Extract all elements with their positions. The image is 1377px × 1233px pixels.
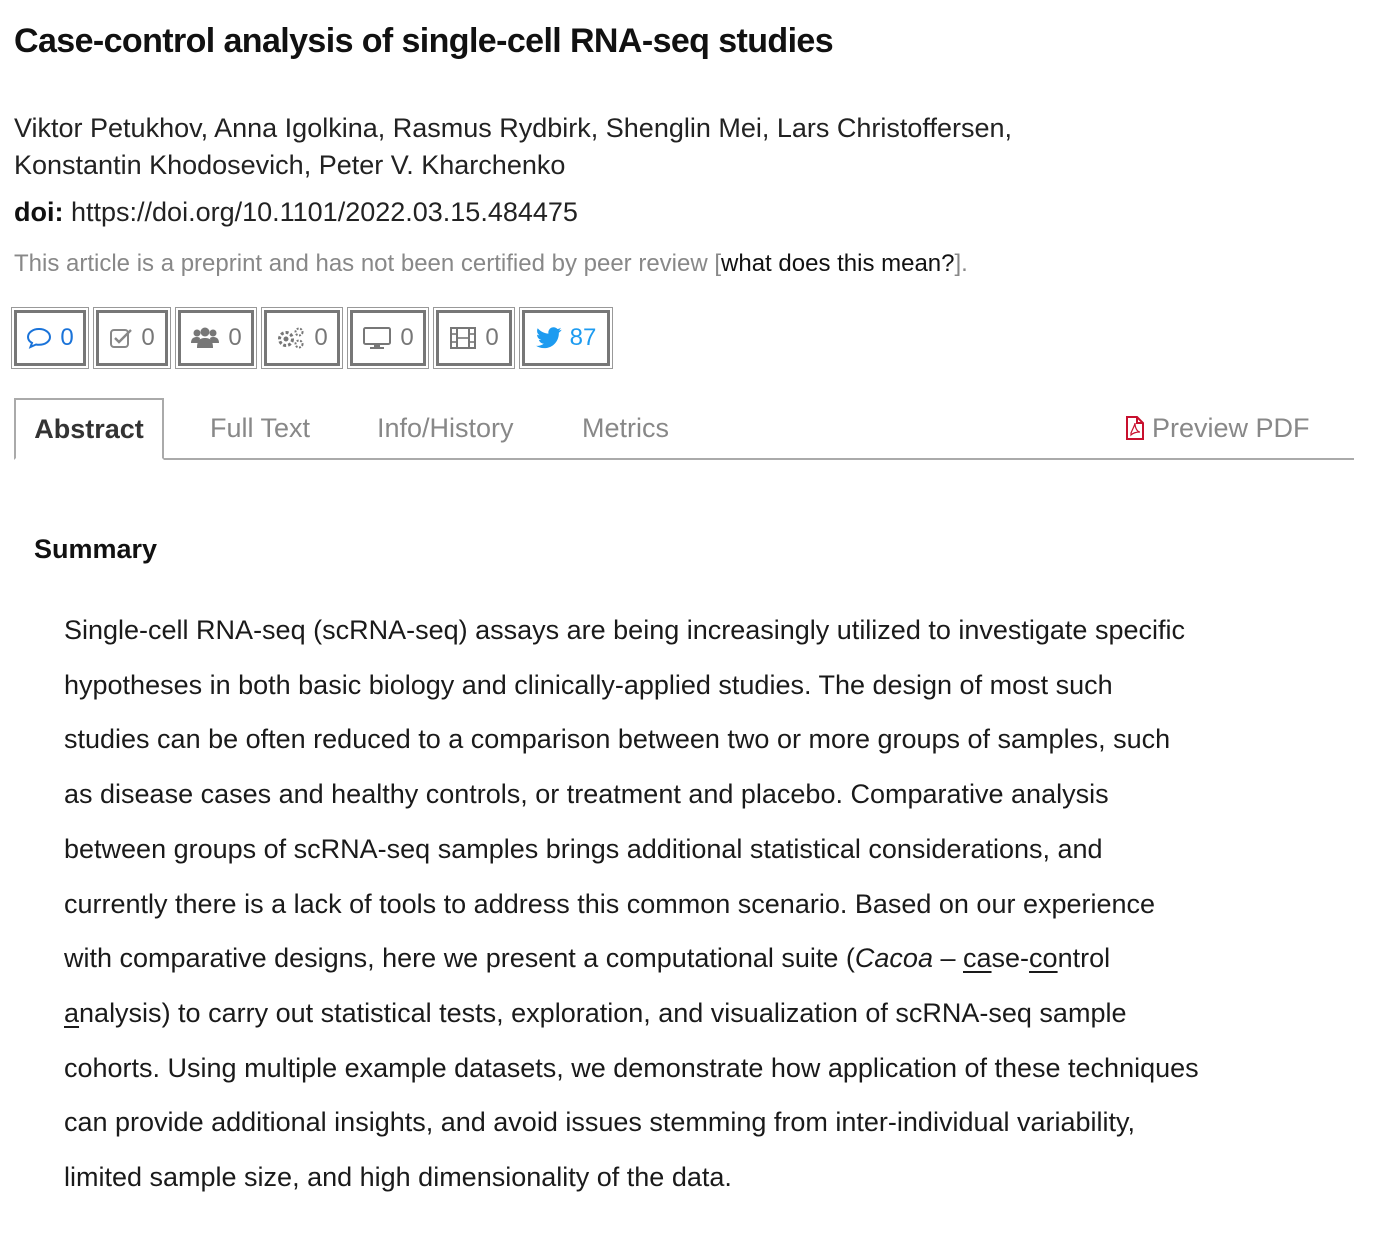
abstract-text-segment: – bbox=[932, 943, 963, 974]
reviews-count: 0 bbox=[141, 324, 155, 351]
tweets-count: 87 bbox=[569, 324, 597, 351]
abstract-line bbox=[64, 931, 1314, 986]
abstract-text-segment: with comparative designs, here we present a computational suite ( bbox=[64, 943, 855, 974]
blogs-media-count: 0 bbox=[400, 324, 414, 351]
abstract-line: as disease cases and healthy controls, or treatment and placebo. Comparative analysis bbox=[64, 779, 1109, 810]
article-title: Case-control analysis of single-cell RNA-seq studies bbox=[14, 22, 834, 60]
tweets-counter[interactable] bbox=[522, 310, 610, 366]
what-does-this-mean-link[interactable]: what does this mean? bbox=[721, 250, 955, 277]
preview-pdf-label: Preview PDF bbox=[1152, 412, 1310, 443]
videos-count: 0 bbox=[485, 324, 499, 351]
abstract-line: limited sample size, and high dimensionality of the data. bbox=[64, 1162, 732, 1193]
community-counter[interactable] bbox=[178, 310, 254, 366]
author-list bbox=[14, 110, 1214, 184]
doi-line bbox=[14, 195, 578, 229]
metrics-counters bbox=[14, 310, 610, 366]
abstract-text-segment: ) to carry out statistical tests, exploration, and visualization of scRNA-seq sample bbox=[161, 997, 1127, 1028]
preprint-notice bbox=[14, 249, 968, 279]
abstract-line: hypotheses in both basic biology and clinically-applied studies. The design of most such bbox=[64, 669, 1113, 700]
abstract-line: cohorts. Using multiple example datasets, we demonstrate how application of these techniques bbox=[64, 1052, 1199, 1083]
comments-counter[interactable] bbox=[14, 310, 86, 366]
abstract-line: can provide additional insights, and avoid issues stemming from inter-individual variability, bbox=[64, 1107, 1136, 1138]
pdf-file-icon bbox=[1124, 415, 1146, 441]
preview-pdf-button[interactable] bbox=[1124, 398, 1310, 458]
abstract-line bbox=[64, 986, 1314, 1041]
monitor-icon bbox=[362, 326, 392, 350]
acronym-co: co bbox=[1029, 943, 1058, 974]
preprint-notice-text: This article is a preprint and has not been certified by peer review [ bbox=[14, 250, 722, 277]
abstract-line: Single-cell RNA-seq (scRNA-seq) assays are being increasingly utilized to investigate specific bbox=[64, 615, 1185, 645]
abstract-text-segment: ntrol bbox=[1057, 943, 1111, 974]
gears-icon bbox=[276, 326, 306, 350]
tab-info-history[interactable]: Info/History bbox=[377, 412, 514, 443]
automated-services-count: 0 bbox=[314, 324, 328, 351]
film-icon bbox=[449, 326, 477, 350]
abstract-line: between groups of scRNA-seq samples brings additional statistical considerations, and bbox=[64, 833, 1103, 864]
twitter-icon bbox=[536, 327, 562, 349]
abstract-line: currently there is a lack of tools to address this common scenario. Based on our experience bbox=[64, 888, 1156, 919]
users-icon bbox=[190, 326, 220, 350]
preprint-notice-end: ]. bbox=[954, 250, 968, 277]
authors-line-2: Konstantin Khodosevich, Peter V. Kharchenko bbox=[14, 150, 566, 180]
automated-services-counter[interactable] bbox=[264, 310, 340, 366]
comments-count: 0 bbox=[60, 324, 74, 351]
abstract-text bbox=[64, 603, 1314, 1205]
doi-link[interactable]: https://doi.org/10.1101/2022.03.15.484475 bbox=[71, 197, 578, 227]
checklist-icon bbox=[109, 327, 133, 349]
article-tabs bbox=[14, 398, 1354, 460]
abstract-text-segment: nalysis bbox=[79, 997, 162, 1028]
tab-abstract[interactable]: Abstract bbox=[14, 398, 164, 460]
blogs-media-counter[interactable] bbox=[350, 310, 426, 366]
tab-metrics[interactable]: Metrics bbox=[582, 412, 669, 443]
acronym-ca: ca bbox=[963, 943, 992, 974]
tab-full-text[interactable]: Full Text bbox=[210, 412, 311, 443]
cacoa-name: Cacoa bbox=[854, 943, 933, 974]
comment-icon bbox=[26, 327, 52, 349]
doi-label: doi: bbox=[14, 197, 64, 227]
abstract-line: studies can be often reduced to a comparison between two or more groups of samples, such bbox=[64, 724, 1171, 755]
reviews-counter[interactable] bbox=[96, 310, 168, 366]
videos-counter[interactable] bbox=[436, 310, 512, 366]
authors-line-1: Viktor Petukhov, Anna Igolkina, Rasmus Rydbirk, Shenglin Mei, Lars Christoffersen, bbox=[14, 113, 1012, 143]
abstract-text-segment: se- bbox=[991, 943, 1030, 974]
acronym-a: a bbox=[64, 997, 80, 1028]
summary-heading: Summary bbox=[34, 534, 158, 564]
community-count: 0 bbox=[228, 324, 242, 351]
